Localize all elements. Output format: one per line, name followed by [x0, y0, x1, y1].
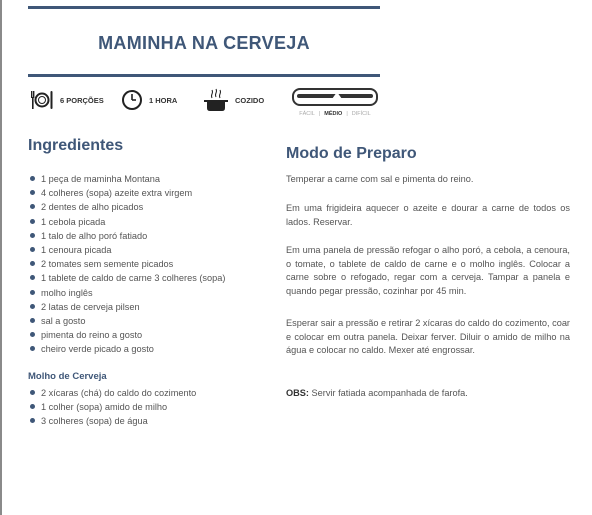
- prep-step: Em uma frigideira aquecer o azeite e dourar a carne de todos os lados. Reservar.: [286, 203, 570, 227]
- list-item: 1 peça de maminha Montana: [30, 172, 225, 186]
- servings-label: 6 PORÇÕES: [60, 95, 104, 105]
- recipe-title: MAMINHA NA CERVEJA: [98, 33, 310, 53]
- difficulty-meter: [292, 88, 378, 117]
- prep-step: Temperar a carne com sal e pimenta do reino.: [286, 174, 474, 184]
- obs-label: OBS:: [286, 388, 309, 398]
- difficulty-labels: FÁCIL | MÉDIO | DIFÍCIL: [299, 111, 371, 117]
- method-label: COZIDO: [235, 95, 265, 105]
- difficulty-medium: MÉDIO: [324, 111, 343, 117]
- difficulty-hard: DIFÍCIL: [351, 111, 371, 117]
- cooking-pot-icon: [203, 88, 229, 112]
- sauce-list: [30, 386, 196, 429]
- list-item: 1 tablete de caldo de carne 3 colheres (sopa): [30, 271, 225, 285]
- preparation-heading: Modo de Preparo: [286, 145, 417, 162]
- list-item: sal a gosto: [30, 314, 225, 328]
- list-item: 2 latas de cerveja pilsen: [30, 300, 225, 314]
- difficulty-bar: [292, 88, 378, 106]
- time-label: 1 HORA: [149, 95, 178, 105]
- difficulty-easy: FÁCIL: [299, 111, 315, 117]
- list-item: 1 cebola picada: [30, 215, 225, 229]
- prep-step: Esperar sair a pressão e retirar 2 xícaras do caldo do cozimento, coar e colocar em outra panela. Deixar ferver. Diluir o amido de milho na água e colocar no caldo. Mexer até engrossar.: [286, 318, 570, 355]
- list-item: molho inglês: [30, 286, 225, 300]
- title-rule-bottom: [28, 74, 380, 77]
- list-item: 4 colheres (sopa) azeite extra virgem: [30, 186, 225, 200]
- list-item: 2 xícaras (chá) do caldo do cozimento: [30, 386, 196, 400]
- list-item: 2 dentes de alho picados: [30, 200, 225, 214]
- clock-icon: [121, 89, 143, 111]
- sauce-heading: Molho de Cerveja: [28, 371, 107, 382]
- title-rule-top: [28, 6, 380, 9]
- page-edge: [0, 0, 2, 515]
- servings-info: [30, 86, 104, 114]
- list-item: 3 colheres (sopa) de água: [30, 414, 196, 428]
- list-item: 1 cenoura picada: [30, 243, 225, 257]
- ingredients-list: [30, 172, 225, 356]
- list-item: 2 tomates sem semente picados: [30, 257, 225, 271]
- prep-step: Em uma panela de pressão refogar o alho poró, a cebola, a cenoura, o tomate, o tablete de caldo de carne e o molho inglês. Colocar a carne sobre o refogado, regar com a cerveja. Tampar a panela e quando pegar pressão, cozinhar por 45 min.: [286, 245, 570, 296]
- list-item: cheiro verde picado a gosto: [30, 342, 225, 356]
- ingredients-heading: Ingredientes: [28, 137, 124, 154]
- list-item: 1 colher (sopa) amido de milho: [30, 400, 196, 414]
- obs-note: [286, 387, 570, 401]
- list-item: pimenta do reino a gosto: [30, 328, 225, 342]
- difficulty-marker: [332, 92, 342, 99]
- list-item: 1 talo de alho poró fatiado: [30, 229, 225, 243]
- method-info: [203, 86, 264, 114]
- plate-cutlery-icon: [30, 89, 54, 111]
- time-info: [121, 86, 177, 114]
- obs-text: Servir fatiada acompanhada de farofa.: [308, 388, 468, 398]
